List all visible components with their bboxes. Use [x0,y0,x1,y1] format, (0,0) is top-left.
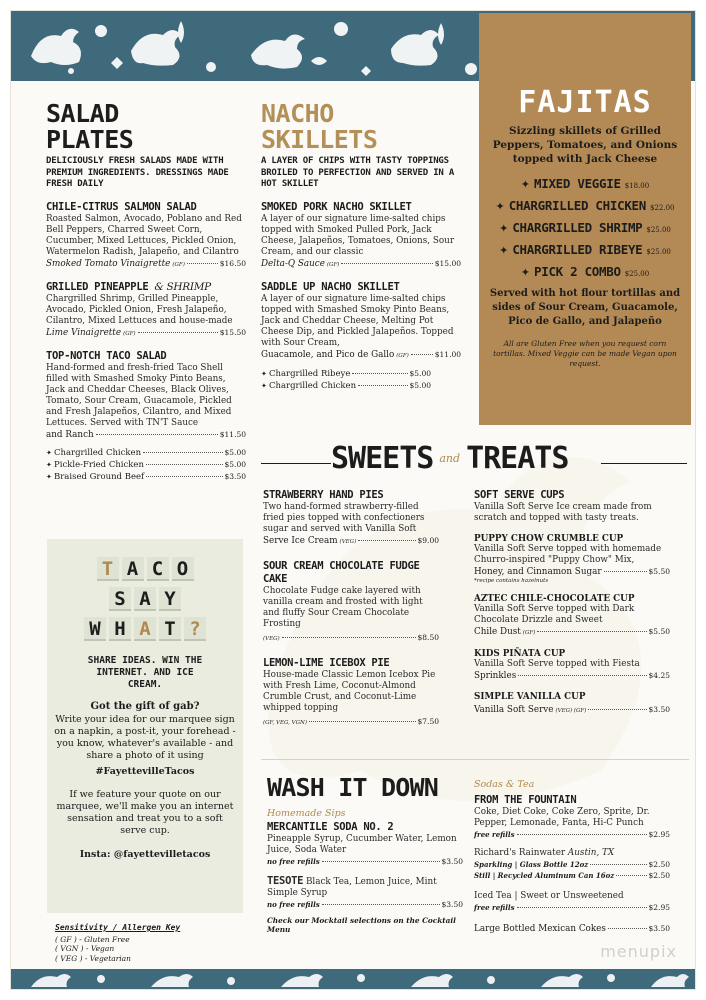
item-price: $5.50 [648,567,670,576]
fajita-name: MIXED VEGGIE [534,176,621,191]
mexican-cokes: Large Bottled Mexican Cokes [474,924,606,934]
divider-rule [601,463,687,464]
fajita-item [489,198,681,213]
item-price: $7.50 [417,717,439,726]
nacho-title-line1: NACHO [261,99,334,128]
nacho-addons: ✦ Chargrilled Ribeye $5.00 ✦ Chargrilled Chicken $5.00 [261,368,431,391]
letter-tile: A [134,587,156,611]
fajita-price: $25.00 [624,270,650,278]
star-icon: ✦ [520,266,530,279]
menu-item [261,281,461,362]
item-desc: House-made Classic Lemon Icebox Pie with Fresh Lime, Coconut-Almond Crumble Crust, and Coconut-Lime whipped topping [263,670,436,713]
fajita-item [489,264,681,279]
item-desc: Chargrilled Shrimp, Grilled Pineapple, Avocado, Pickled Onion, Fresh Jalapeño, Cilantro, Mixed Lettuces and house-made [46,293,233,326]
item-name: CHILE-CITRUS SALMON SALAD [46,200,197,213]
star-icon: ✦ [499,244,509,257]
item-name: SIMPLE VANILLA CUP [474,692,586,702]
item-desc-last: Delta-Q Sauce [261,258,325,269]
menu-item [474,649,670,682]
item-price: $8.50 [417,633,439,642]
item-price: $15.50 [219,327,246,337]
item-price: $3.50 [441,857,463,866]
item-price: $2.50 [648,871,670,880]
iced-tea: Iced Tea | Sweet or Unsweetened [474,891,624,901]
item-price: $2.95 [648,903,670,912]
fajita-price: $22.00 [650,204,675,212]
decorative-pattern-bottom [11,969,696,989]
item-note: *recipe contains hazelnuts [474,578,549,584]
fajitas-panel [479,13,691,425]
diet-tag: (GF) [123,330,136,337]
dressing: Smoked Tomato Vinaigrette [46,258,171,269]
fajita-name: CHARGRILLED RIBEYE [512,242,643,257]
sweets-title [331,441,568,476]
item-desc-last: Honey, and Cinnamon Sugar [474,567,602,577]
diet-tag: (GF) [522,630,536,636]
fajita-price: $25.00 [646,226,671,234]
item-price: $3.50 [441,900,463,909]
fajita-name: PICK 2 COMBO [534,264,621,279]
rainwater-name: Richard's Rainwater [474,848,566,858]
item-name: LEMON-LIME ICEBOX PIE [263,657,390,669]
fajitas-served-with: Served with hot flour tortillas and sides of Sour Cream, Guacamole, Pico de Gallo, and Jalapeño [489,288,681,327]
taco-hashtag: #FayettevilleTacos [95,766,195,777]
menu-item [474,594,670,639]
letter-tile: S [109,587,131,611]
item-desc-last: and Ranch [46,429,94,440]
item-name: GRILLED PINEAPPLE [46,280,149,293]
soft-serve-title: SOFT SERVE CUPS [474,489,565,501]
menu-item [263,560,439,645]
mocktail-note: Check our Mocktail selections on the Cocktail Menu [267,916,456,934]
divider-rule [261,463,331,464]
diet-tag: (VEG) (GF) [555,708,587,714]
salad-title-line2: PLATES [46,125,134,154]
fajita-item [489,176,681,191]
item-price: $2.95 [648,830,670,839]
taco-caps: SHARE IDEAS. WIN THE INTERNET. AND ICE CREAM. [87,655,203,690]
item-desc: Pineapple Syrup, Cucumber Water, Lemon Juice, Soda Water [267,834,457,855]
item-desc: Roasted Salmon, Avocado, Poblano and Red Bell Peppers, Charred Sweet Corn, Cucumber, Mixed Lettuces, Pickled Onion, Watermelon Radish, Jalapeño, and Cilantro [46,213,242,257]
item-desc-last: Vanilla Soft Serve [474,705,554,715]
allergen-key [55,923,180,963]
addon-label: Braised Ground Beef [54,471,145,482]
fajitas-note: All are Gluten Free when you request corn tortillas. Mixed Veggie can be made Vegan upon request. [493,339,677,368]
allergen-key-title: Sensitivity / Allergen Key [55,923,181,932]
sweets-left [263,489,439,729]
fajita-price: $25.00 [646,248,671,256]
menu-item [46,350,246,441]
item-name: SOUR CREAM CHOCOLATE FUDGE CAKE [263,560,420,585]
taco-say-what-box [47,539,243,913]
menu-item [46,201,246,271]
item-name: SADDLE UP NACHO SKILLET [261,280,400,293]
nacho-title-line2: SKILLETS [261,125,378,154]
menu-item [474,692,670,717]
letter-tile: Y [159,587,181,611]
sweets-and: and [439,452,461,465]
item-desc: Vanilla Soft Serve topped with homemade Churro-inspired "Puppy Chow" Mix, [474,544,662,565]
item-name: KIDS PIÑATA CUP [474,649,566,659]
addon-price: $5.00 [224,459,246,469]
item-price: $11.50 [219,429,246,439]
nacho-section [261,101,461,392]
menu-item [46,281,246,340]
wash-title: WASH IT DOWN [267,773,439,802]
star-icon: ✦ [520,178,530,191]
item-desc-last: Chile Dust [474,627,521,637]
fajita-item [489,220,681,235]
fajita-item [489,242,681,257]
menu-item [474,534,670,584]
refill-note: free refills [474,830,515,839]
homemade-sips: Homemade Sips [267,808,346,819]
sodas-tea-heading: Sodas & Tea [474,779,535,790]
sweets-word1: SWEETS [331,441,434,476]
star-icon: ✦ [495,200,505,213]
sweets-right [474,489,670,717]
taco-body: Write your idea for our marquee sign on a napkin, a post-it, your forehead - you know, whatever's available - and share a photo of it using [54,714,236,761]
fajitas-subtitle: Sizzling skillets of Grilled Peppers, Tomatoes, and Onions topped with Jack Cheese [492,125,678,165]
fajita-name: CHARGRILLED SHRIMP [512,220,643,235]
item-price: $15.00 [434,258,461,268]
star-icon: ✦ [499,222,509,235]
item-desc: Vanilla Soft Serve topped with Dark Chocolate Drizzle and Sweet [474,604,635,625]
addon-label: Chargrilled Ribeye [269,368,351,379]
letter-tile: T [159,617,181,641]
refill-note: no free refills [267,857,320,866]
menu-item [267,875,463,910]
item-name: MERCANTILE SODA NO. 2 [267,821,394,833]
salad-title-line1: SALAD [46,99,119,128]
letter-tile: A [134,617,156,641]
fountain-desc: Coke, Diet Coke, Coke Zero, Sprite, Dr. Pepper, Lemonade, Fanta, Hi-C Punch [474,807,650,828]
item-desc: Two hand-formed strawberry-filled fried pies topped with confectioners sugar and served with Vanilla Soft [263,502,425,534]
item-desc-last: Sprinkles [474,671,517,681]
menu-page [10,10,696,990]
letter-tile: T [97,557,119,581]
taco-question: Got the gift of gab? [90,701,200,712]
menu-item [263,489,439,548]
item-name: TOP-NOTCH TACO SALAD [46,349,167,362]
item-name: SMOKED PORK NACHO SKILLET [261,200,412,213]
salad-section [46,101,246,483]
diet-tag: (GF) [172,261,185,268]
allergen-key-line: ( VEG ) - Vegetarian [55,953,131,963]
salad-addons: ✦ Chargrilled Chicken $5.00 ✦ Pickle-Fried Chicken $5.00 ✦ Braised Ground Beef $3.50 [46,447,246,482]
allergen-key-line: ( GF ) - Gluten Free [55,934,130,944]
diet-tag: (GF, VEG, VGN) [263,720,307,726]
nacho-subtitle: A LAYER OF CHIPS WITH TASTY TOPPINGS BROILED TO PERFECTION AND SERVED IN A HOT SKILLET [261,156,455,189]
letter-tile: O [172,557,194,581]
letter-tile: A [122,557,144,581]
rainwater-option: Sparkling | Glass Bottle 12oz [474,860,589,869]
rainwater-option: Still | Recycled Aluminum Can 16oz [474,871,615,880]
addon-price: $5.00 [224,447,246,457]
diet-tag: (VEG) [339,539,357,545]
addon-label: Pickle-Fried Chicken [54,459,144,470]
fajita-price: $18.00 [624,182,650,190]
item-price: $2.50 [648,860,670,869]
item-name-amp: & SHRIMP [154,280,211,293]
addon-label: Chargrilled Chicken [54,447,142,458]
addon-price: $5.00 [409,368,431,378]
menu-item [263,657,439,729]
item-desc: Chocolate Fudge cake layered with vanilla cream and frosted with light and fluffy Sour Cream Chocolate Frosting [263,586,423,629]
letter-tile: H [109,617,131,641]
item-name: PUPPY CHOW CRUMBLE CUP [474,534,624,544]
item-price: $4.25 [648,671,670,680]
item-desc: Vanilla Soft Serve topped with Fiesta [474,659,640,669]
sodas-section [474,779,670,935]
letter-tile: C [147,557,169,581]
taco-say-what-logo [47,557,243,641]
instagram-handle: Insta: @fayettevilletacos [79,849,211,860]
taco-body-2: If we feature your quote on our marquee, we'll make you an internet sensation and treat you to a soft serve cup. [56,789,234,836]
item-name: TESOTE [267,875,304,887]
item-price: $5.50 [648,627,670,636]
refill-note: no free refills [267,900,320,909]
diet-tag: (VEG) [263,636,280,642]
item-name: STRAWBERRY HAND PIES [263,489,384,501]
item-price: $3.50 [648,924,670,933]
section-divider [261,759,689,760]
letter-tile: W [84,617,106,641]
site-watermark: menupix [600,942,677,961]
item-desc-last: Serve Ice Cream [263,536,338,546]
salad-subtitle: DELICIOUSLY FRESH SALADS MADE WITH PREMIUM INGREDIENTS. DRESSINGS MADE FRESH DAILY [46,156,229,189]
item-name: AZTEC CHILE-CHOCOLATE CUP [474,594,635,604]
letter-tile: ? [184,617,206,641]
refill-note: free refills [474,903,515,912]
soft-serve-desc: Vanilla Soft Serve Ice cream made from scratch and topped with tasty treats. [474,502,652,523]
fajitas-list [489,176,681,279]
rainwater-location: Austin, TX [567,848,615,858]
sweets-word2: TREATS [466,441,569,476]
wash-section [267,773,463,934]
fajitas-title: FAJITAS [518,85,652,120]
menu-item [267,821,463,867]
item-desc: A layer of our signature lime-salted chips topped with Smashed Smoky Pinto Beans, Jack and Cheddar Cheese, Melting Pot Cheese Dip, and Pickled Jalapeños. Topped with Sour Cream, [261,293,454,348]
fajita-name: CHARGRILLED CHICKEN [508,198,646,213]
diet-tag: (GF) [396,352,409,359]
addon-price: $5.00 [409,380,431,390]
item-desc: Black Tea, Lemon Juice, Mint Simple Syrup [267,877,437,898]
item-price: $16.50 [219,258,246,268]
item-price: $11.00 [434,349,461,359]
diet-tag: (GF) [326,261,340,268]
allergen-key-line: ( VGN ) - Vegan [55,944,115,953]
item-price: $9.00 [417,536,439,545]
item-desc-last: Guacamole, and Pico de Gallo [261,349,395,360]
item-price: $3.50 [648,705,670,714]
fountain-name: FROM THE FOUNTAIN [474,794,577,806]
item-desc: Hand-formed and fresh-fried Taco Shell filled with Smashed Smoky Pinto Beans, Jack and Cheddar Cheeses, Black Olives, Tomato, Sour Cream, Guacamole, Pickled and Fresh Jalapeños, Cilantro, and Mixed Lettuces. Served with TN'T Sauce [46,362,232,428]
item-desc: A layer of our signature lime-salted chips topped with Smoked Pulled Pork, Jack Cheese, Jalapeños, Tomatoes, Onions, Sour Cream, and our classic [261,213,455,257]
addon-price: $3.50 [224,471,246,481]
dressing: Lime Vinaigrette [46,327,122,338]
menu-item [261,201,461,271]
addon-label: Chargrilled Chicken [269,380,357,391]
